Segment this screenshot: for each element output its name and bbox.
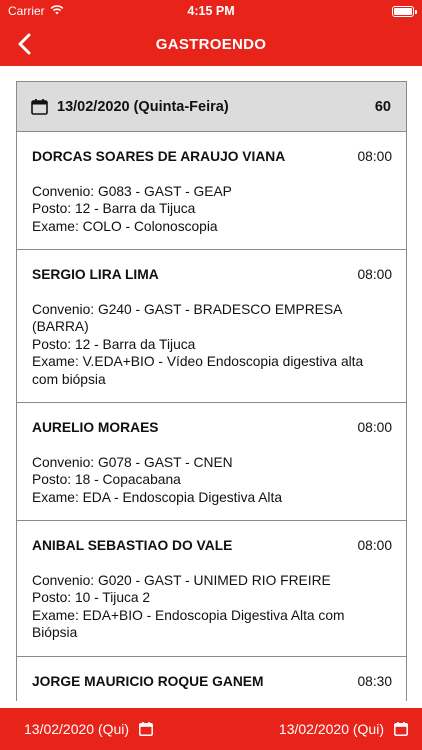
calendar-icon <box>139 722 153 736</box>
appointment-time: 08:30 <box>357 673 392 689</box>
appointment-time: 08:00 <box>357 420 392 435</box>
carrier-label: Carrier <box>8 4 45 18</box>
page-title: GASTROENDO <box>155 35 267 53</box>
appointment-time: 08:00 <box>357 267 392 282</box>
day-date: 13/02/2020 (Quinta-Feira) <box>57 98 229 115</box>
end-date-label: 13/02/2020 (Qui) <box>278 721 384 737</box>
patient-name: AURELIO MORAES <box>32 420 159 435</box>
appointment-item[interactable] <box>17 403 406 521</box>
date-range-bar <box>0 708 422 750</box>
patient-name: DORCAS SOARES DE ARAUJO VIANA <box>32 149 286 164</box>
start-date-picker[interactable] <box>24 721 153 737</box>
patient-name: JORGE MAURICIO ROQUE GANEM <box>32 673 264 689</box>
posto-text: Posto: 18 - Copacabana <box>32 472 181 487</box>
appointment-item[interactable] <box>17 657 406 702</box>
posto-text: Posto: 10 - Tijuca 2 <box>32 590 151 605</box>
status-left <box>8 4 128 18</box>
exame-text: Exame: V.EDA+BIO - Vídeo Endoscopia digestiva alta com biópsia <box>32 354 364 387</box>
appointment-item[interactable] <box>17 250 406 403</box>
calendar-icon <box>394 722 408 736</box>
day-header <box>17 82 406 132</box>
calendar-icon <box>31 99 48 115</box>
exame-text: Exame: EDA - Endoscopia Digestiva Alta <box>32 489 283 505</box>
wifi-icon <box>50 4 64 18</box>
appointment-time: 08:00 <box>357 538 392 553</box>
battery-icon <box>392 6 414 17</box>
convenio-text: Convenio: G078 - GAST - CNEN <box>32 454 233 470</box>
appointment-item[interactable] <box>17 132 406 250</box>
patient-name: SERGIO LIRA LIMA <box>32 267 159 282</box>
appointment-count: 60 <box>374 98 391 115</box>
status-bar <box>0 0 422 22</box>
posto-text: Posto: 12 - Barra da Tijuca <box>32 201 196 216</box>
posto-text: Posto: 12 - Barra da Tijuca <box>32 336 196 352</box>
nav-bar <box>0 22 422 66</box>
convenio-text: Convenio: G083 - GAST - GEAP <box>32 183 232 199</box>
appointment-item[interactable] <box>17 521 406 657</box>
convenio-text: Convenio: G240 - GAST - BRADESCO EMPRESA (BARRA) <box>32 301 342 334</box>
patient-name: ANIBAL SEBASTIAO DO VALE <box>32 538 233 553</box>
battery-level <box>394 8 412 15</box>
exame-text: Exame: COLO - Colonoscopia <box>32 218 218 234</box>
schedule-list[interactable] <box>16 81 407 701</box>
status-time: 4:15 PM <box>187 4 235 18</box>
exame-text: Exame: EDA+BIO - Endoscopia Digestiva Alta com Biópsia <box>32 607 345 640</box>
appointment-time: 08:00 <box>357 149 392 164</box>
start-date-label: 13/02/2020 (Qui) <box>24 721 130 737</box>
status-right <box>294 6 414 17</box>
back-button[interactable] <box>10 30 38 58</box>
chevron-left-icon <box>17 33 31 55</box>
convenio-text: Convenio: G020 - GAST - UNIMED RIO FREIRE <box>32 572 331 588</box>
end-date-picker[interactable] <box>279 721 408 737</box>
